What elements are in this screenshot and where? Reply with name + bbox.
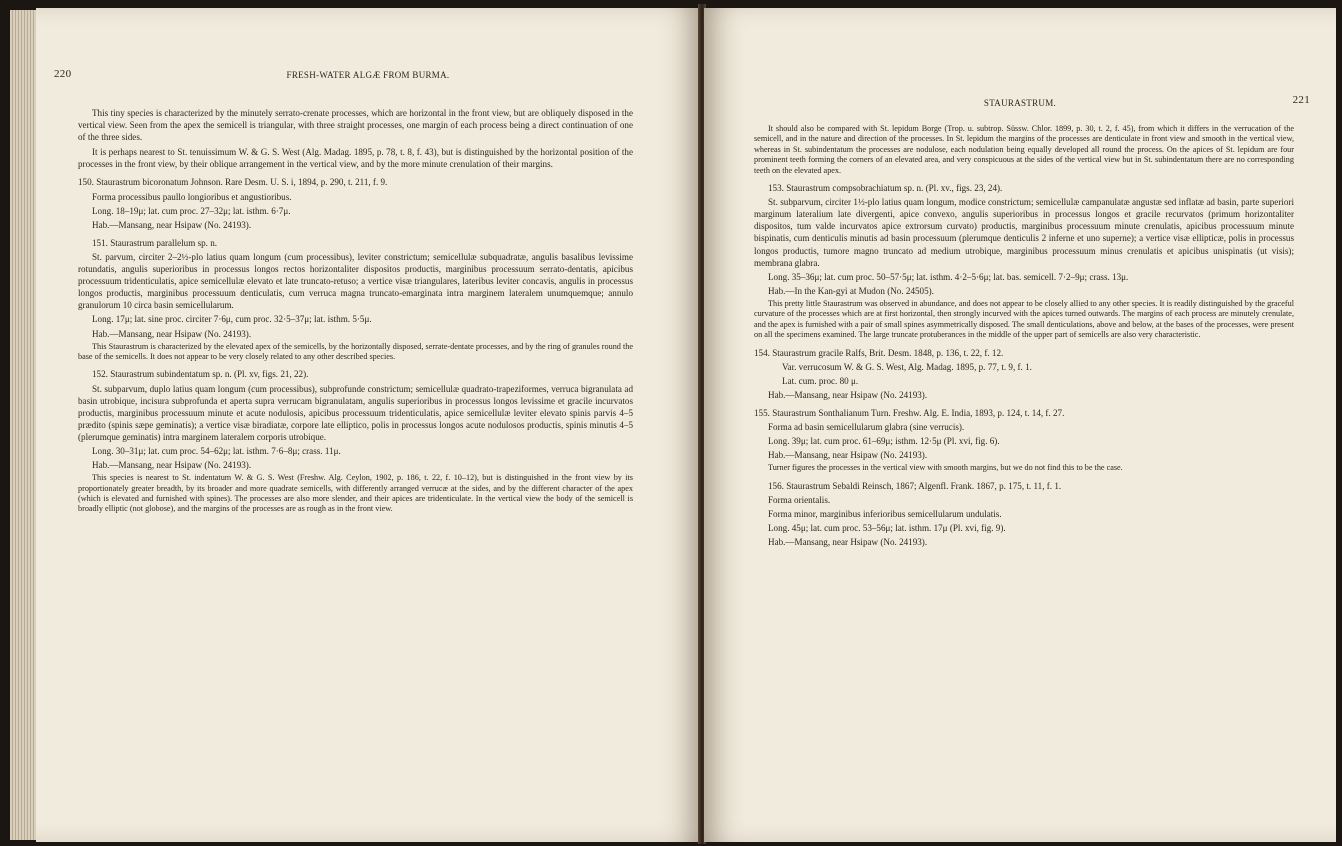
entry-152-description: St. subparvum, duplo latius quam longum (cum processibus), subprofunde constrictum; semicellulæ quadrato-trapeziformes, verruca bigranulata ad basin utrobique, incisura subprofunda et aperta supra verrucam bigranulatam, angulis superioribus in processus longos levissime et gracile incurvatos productis, marginibus processuum minute et acute nodulosis, apicibus processuum tridenticulatis, apice semicellulæ leviter elevato spinis parvis 4–5 prædito (spinis sæpe geminatis); a vertice visæ biradiatæ, corpore late elliptico, polis in processus longos acute nodulosos productis, spinis minutis 4–5 (plerumque geminatis) intra marginem lateralem corporis utrobique. bbox=[78, 383, 633, 442]
entry-151-measurements: Long. 17μ; lat. sine proc. circiter 7·6μ, cum proc. 32·5–37μ; lat. isthm. 5·5μ. bbox=[92, 314, 372, 325]
entry-154-heading: 154. Staurastrum gracile Ralfs, Brit. Desm. 1848, p. 136, t. 22, f. 12. bbox=[754, 347, 1004, 358]
entry-156-forma-title: Forma orientalis. bbox=[768, 494, 831, 505]
entry-151-description: St. parvum, circiter 2–2½-plo latius quam longum (cum processibus), leviter constrictum; semicellulæ subquadratæ, angulis basalibus levissime rotundatis, angulis superioribus in processus longos rectos horizontaliter dispositos productis, marginibus processuum serrato-dentatis, apicibus processuum tridenticulatis, apice semicellulæ elevato et late truncato-retuso; a vertice visæ triangulares, lateribus leviter concavis, angulis in processus longos productis, marginibus processuum denticulatis, cum verruca magna truncato-emarginata intra marginem lateralem unumquemque; annulo granulorum 10 circa basin semicellularum. bbox=[78, 251, 633, 311]
page-edges bbox=[10, 10, 38, 840]
entry-156-forma: Forma minor, marginibus inferioribus semicellularum undulatis. bbox=[768, 508, 1002, 519]
entry-153-measurements: Long. 35–36μ; lat. cum proc. 50–57·5μ; lat. isthm. 4·2–5·6μ; lat. bas. semicell. 7·2–9μ; crass. 13μ. bbox=[768, 271, 1129, 282]
right-text-block bbox=[754, 122, 1294, 548]
running-head-right: STAURASTRUM. bbox=[983, 98, 1057, 108]
entry-152-habitat: Hab.—Mansang, near Hsipaw (No. 24193). bbox=[92, 460, 252, 471]
entry-150-heading: 150. Staurastrum bicoronatum Johnson. Rare Desm. U. S. i, 1894, p. 290, t. 211, f. 9. bbox=[78, 177, 388, 188]
entry-151-habitat: Hab.—Mansang, near Hsipaw (No. 24193). bbox=[92, 328, 252, 339]
intro-paragraph-1: This tiny species is characterized by the minutely serrato-crenate processes, which are horizontal in the front view, but are obliquely disposed in the vertical view. Seen from the apex the semicell is triangular, with three straight processes, one margin of each process being a direct continuation of one of the three sides. bbox=[78, 108, 633, 143]
entry-152-heading: 152. Staurastrum subindentatum sp. n. (Pl. xv, figs. 21, 22). bbox=[92, 369, 309, 380]
entry-155-note: Turner figures the processes in the vertical view with smooth margins, but we do not find this to be the case. bbox=[768, 463, 1123, 473]
entry-153-habitat: Hab.—In the Kan-gyi at Mudon (No. 24505). bbox=[768, 285, 934, 296]
entry-155-heading: 155. Staurastrum Sonthalianum Turn. Freshw. Alg. E. India, 1893, p. 124, t. 14, f. 27. bbox=[754, 407, 1065, 418]
left-text-block bbox=[78, 107, 633, 518]
entry-151-note: This Staurastrum is characterized by the elevated apex of the semicells, by the horizontally disposed, serrate-dentate processes, and by the ring of granules round the base of the semicells. It does not appear to be very closely related to any other described species. bbox=[78, 341, 633, 361]
entry-153-heading: 153. Staurastrum compsobrachiatum sp. n. (Pl. xv., figs. 23, 24). bbox=[768, 183, 1003, 194]
entry-153-note: This pretty little Staurastrum was observed in abundance, and does not appear to be closely allied to any other species. It is readily distinguished by the graceful curvature of the processes which are at first horizontal, then strongly incurved with the apices turned outwards. The margins of each process are minutely crenulate, and the apex is furnished with a pair of small spines asymmetrically disposed. The small denticulations, above and below, at the bases of the processes, were present on all the specimens examined. The large truncate protuberances in the middle of the upper part of semicells are also very characteristic. bbox=[754, 298, 1294, 340]
entry-156-measurements: Long. 45μ; lat. cum proc. 53–56μ; lat. isthm. 17μ (Pl. xvi, fig. 9). bbox=[768, 522, 1006, 533]
entry-151-heading: 151. Staurastrum parallelum sp. n. bbox=[92, 237, 218, 248]
intro-paragraph-2: It is perhaps nearest to St. tenuissimum W. & G. S. West (Alg. Madag. 1895, p. 78, t. 8, f. 43), but is distinguished by the horizontal position of the processes in the front view, by their oblique arrangement in the vertical view, and by the more minute crenulation of their margins. bbox=[78, 147, 633, 170]
page-number-right: 221 bbox=[1292, 94, 1310, 106]
entry-155-forma: Forma ad basin semicellularum glabra (sine verrucis). bbox=[768, 421, 965, 432]
entry-154-variety: Var. verrucosum W. & G. S. West, Alg. Madag. 1895, p. 77, t. 9, f. 1. bbox=[782, 361, 1032, 372]
entry-156-heading: 156. Staurastrum Sebaldi Reinsch, 1867; Algenfl. Frank. 1867, p. 175, t. 11, f. 1. bbox=[768, 480, 1062, 491]
running-head-left: FRESH-WATER ALGÆ FROM BURMA. bbox=[286, 70, 450, 80]
right-page bbox=[704, 8, 1336, 842]
entry-154-lat: Lat. cum. proc. 80 μ. bbox=[782, 375, 859, 386]
left-page bbox=[36, 8, 700, 842]
page-number-left: 220 bbox=[54, 68, 72, 80]
right-intro-paragraph: It should also be compared with St. lepidum Borge (Trop. u. subtrop. Süssw. Chlor. 1899, p. 30, t. 2, f. 45), from which it differs in the verrucation of the semicell, and in the nature and direction of the processes. In St. lepidum the margins of the processes are denticulate in front view and smooth in the vertical view, whereas in St. subindentatum the processes are nodulose, each nodulation being equally developed all round the process. On the apices of St. lepidum are four prominent teeth forming the corners of an elevated area, and very conspicuous at the sides of the vertical view but in St. subindentatum there are no corresponding teeth on the elevated apex. bbox=[754, 124, 1294, 175]
entry-156-habitat: Hab.—Mansang, near Hsipaw (No. 24193). bbox=[768, 537, 928, 548]
entry-152-measurements: Long. 30–31μ; lat. cum proc. 54–62μ; lat. isthm. 7·6–8μ; crass. 11μ. bbox=[92, 445, 341, 456]
entry-155-habitat: Hab.—Mansang, near Hsipaw (No. 24193). bbox=[768, 450, 928, 461]
entry-154-habitat: Hab.—Mansang, near Hsipaw (No. 24193). bbox=[768, 389, 928, 400]
entry-150-habitat: Hab.—Mansang, near Hsipaw (No. 24193). bbox=[92, 219, 252, 230]
entry-155-measurements: Long. 39μ; lat. cum proc. 61–69μ; isthm. 12·5μ (Pl. xvi, fig. 6). bbox=[768, 436, 1000, 447]
entry-150-measurements: Long. 18–19μ; lat. cum proc. 27–32μ; lat. isthm. 6·7μ. bbox=[92, 205, 291, 216]
entry-153-description: St. subparvum, circiter 1½-plo latius quam longum, modice constrictum; semicellulæ campanulatæ angustæ sed inflatæ ad basin, parte superiori marginum lateralium late divergenti, apice convexo, angulis superioribus in processus longos et gracile recurvatos (primum horizontaliter dispositos, tum valde incurvatos apice extrorsum curvato) productis, marginibus processuum minute crenulatis, apicibus processuum minute bispinatis, cum denticulis minutis ad basin processuum (plerumque denticulis 2 inferne et uno superne); a vertice visæ ellipticæ, polis in processus longos productis, tumore magno truncato ad medium utrobique, marginibus processuum minus crenulatis et apicibus unispinatis (ut visis); membrana glabra. bbox=[754, 197, 1294, 268]
entry-150-forma: Forma processibus paullo longioribus et angustioribus. bbox=[92, 191, 292, 202]
entry-152-note: This species is nearest to St. indentatum W. & G. S. West (Freshw. Alg. Ceylon, 1902, p. 186, t. 22, f. 10–12), but is distinguished in the front view by its proportionately greater breadth, by its broader and more quadrate semicells, with differently arranged verrucæ at the sides, and by the different character of the apex (which is elevated and furnished with spines). The processes are also more slender, and their apices are tridenticulate. In the vertical view the body of the semicell is broadly elliptic (not globose), and the margins of the processes are as rough as in the front view. bbox=[78, 473, 633, 514]
